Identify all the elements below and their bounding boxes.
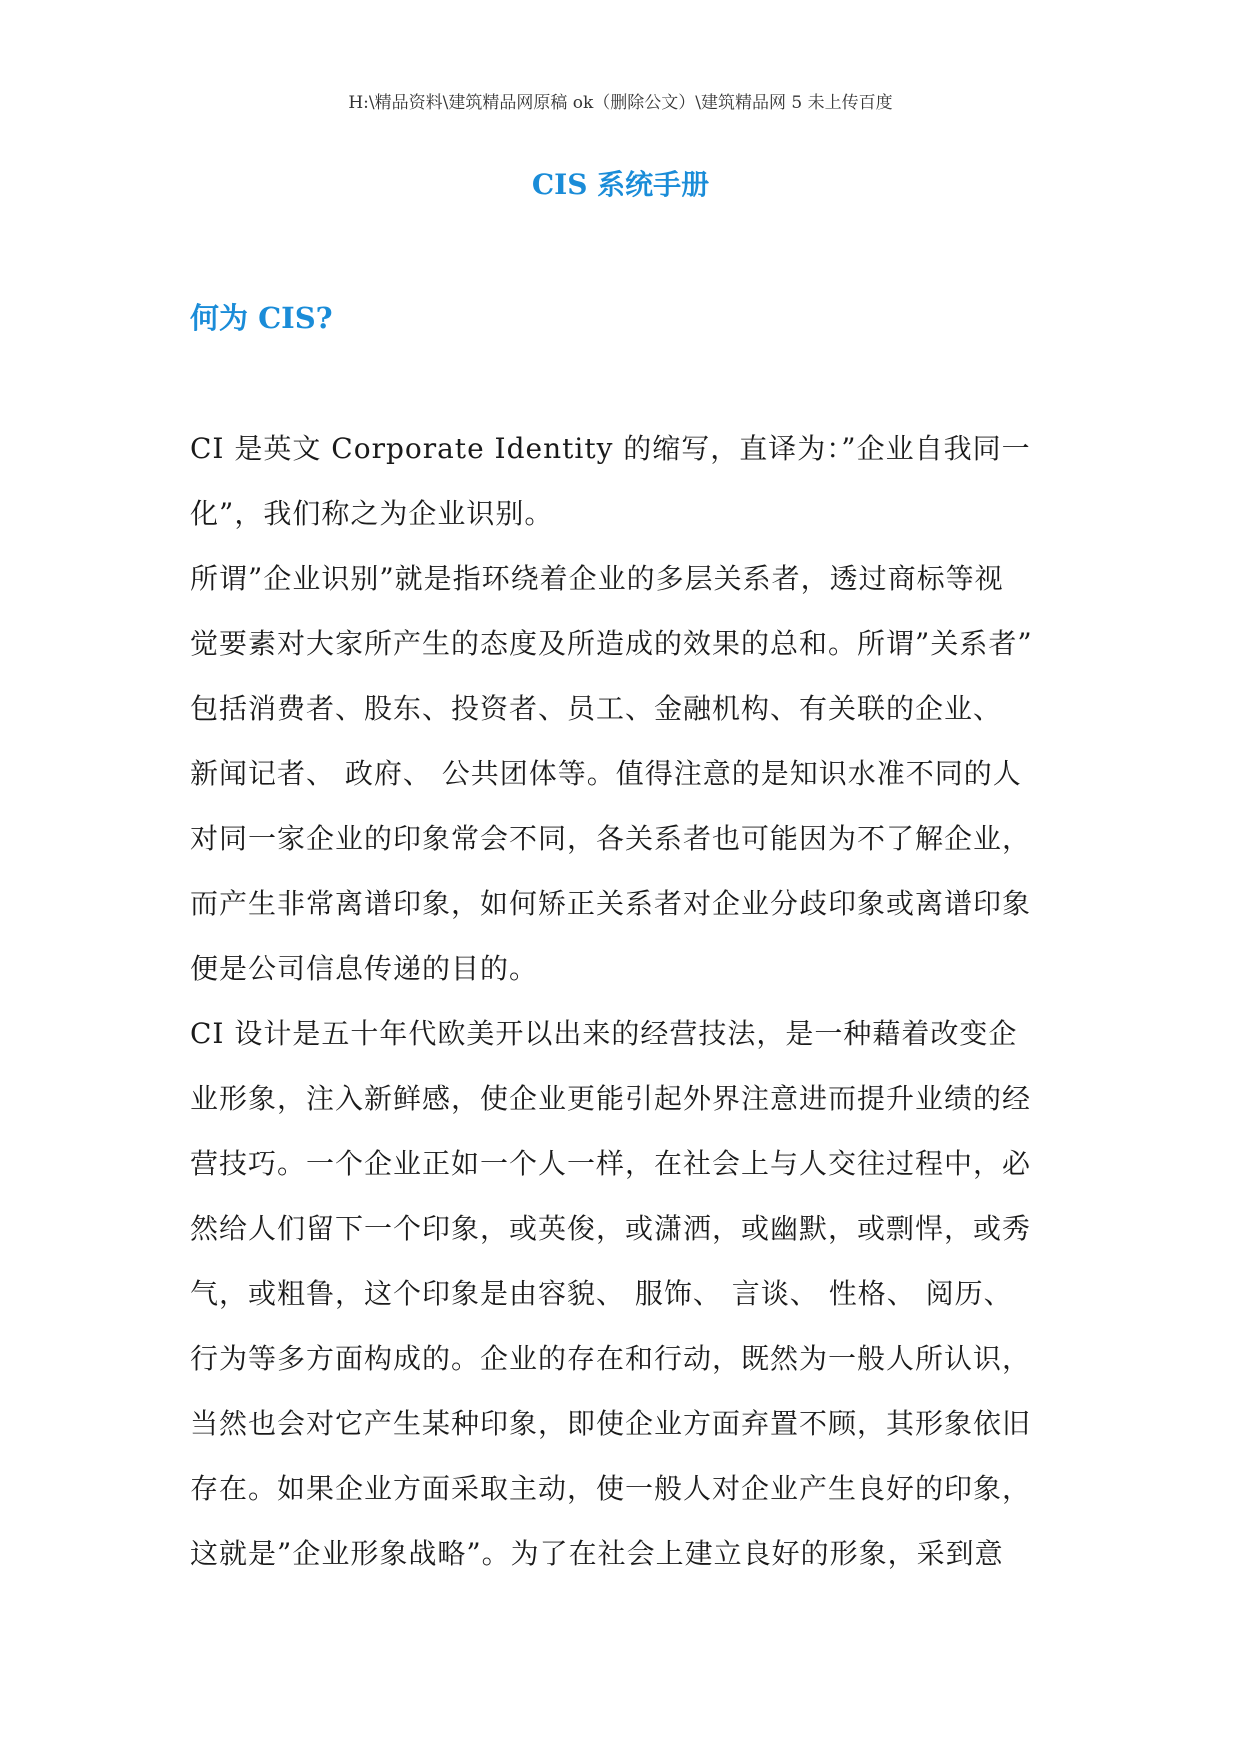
body-line: 气，或粗鲁，这个印象是由容貌、 服饰、 言谈、 性格、 阅历、 [190,1277,1013,1310]
body-line: 化”，我们称之为企业识别。 [190,497,554,530]
body-line: 新闻记者、 政府、 公共团体等。值得注意的是知识水准不同的人 [190,757,1022,790]
body-line: 存在。如果企业方面采取主动，使一般人对企业产生良好的印象， [190,1472,1032,1505]
body-line: 行为等多方面构成的。企业的存在和行动，既然为一般人所认识， [190,1342,1032,1375]
body-line: 当然也会对它产生某种印象，即使企业方面弃置不顾，其形象依旧 [190,1407,1032,1440]
body-line: 营技巧。一个企业正如一个人一样，在社会上与人交往过程中，必 [190,1147,1032,1180]
document-title: CIS 系统手册 [531,168,710,201]
body-line: 而产生非常离谱印象，如何矫正关系者对企业分歧印象或离谱印象 [190,887,1032,920]
body-line: 包括消费者、股东、投资者、员工、金融机构、有关联的企业、 [190,692,1003,725]
section-heading: 何为 CIS? [190,301,333,335]
file-path-header: H:\精品资料\建筑精品网原稿 ok（删除公文）\建筑精品网 5 未上传百度 [348,93,893,113]
body-line: CI 设计是五十年代欧美开以出来的经营技法，是一种藉着改变企 [190,1017,1018,1050]
body-line: CI 是英文 Corporate Identity 的缩写，直译为：”企业自我同一 [190,432,1031,465]
body-text [190,416,1080,1586]
body-line: 觉要素对大家所产生的态度及所造成的效果的总和。所谓”关系者” [190,627,1033,660]
body-line: 业形象，注入新鲜感，使企业更能引起外界注意进而提升业绩的经 [190,1082,1032,1115]
body-line: 所谓”企业识别”就是指环绕着企业的多层关系者，透过商标等视 [190,562,1004,595]
body-line: 便是公司信息传递的目的。 [190,952,539,985]
body-line: 对同一家企业的印象常会不同，各关系者也可能因为不了解企业， [190,822,1032,855]
body-line: 这就是”企业形象战略”。为了在社会上建立良好的形象，采到意 [190,1537,1004,1570]
body-line: 然给人们留下一个印象，或英俊，或潇洒，或幽默，或剽悍，或秀 [190,1212,1032,1245]
